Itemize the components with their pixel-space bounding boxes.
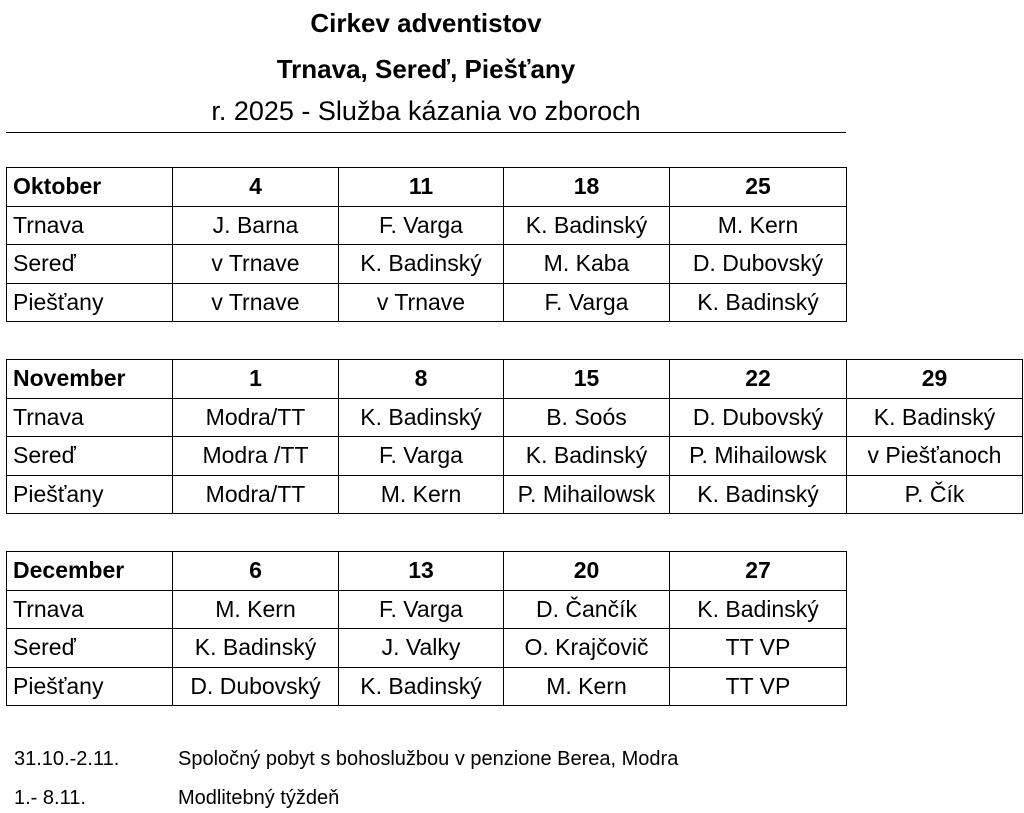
table-row	[7, 283, 847, 322]
preacher-cell: M. Kern	[504, 667, 670, 706]
preacher-cell: K. Badinský	[173, 629, 339, 668]
preacher-cell: P. Čík	[847, 475, 1023, 514]
note-text: Spoločný pobyt s bohoslužbou v penzione Berea, Modra	[178, 748, 679, 770]
preacher-cell: D. Dubovský	[670, 245, 847, 284]
schedule-table-oktober	[6, 167, 847, 322]
table-row	[7, 590, 847, 629]
date-cell: 27	[670, 552, 847, 591]
preacher-cell: J. Valky	[339, 629, 504, 668]
date-cell: 8	[339, 360, 504, 399]
title-divider	[6, 132, 846, 133]
table-header-row	[7, 552, 847, 591]
date-cell: 18	[504, 168, 670, 207]
preacher-cell: F. Varga	[339, 437, 504, 476]
date-cell: 29	[847, 360, 1023, 399]
table-row	[7, 437, 1023, 476]
preacher-cell: M. Kern	[173, 590, 339, 629]
preacher-cell: K. Badinský	[339, 398, 504, 437]
place-label: Piešťany	[7, 283, 173, 322]
preacher-cell: M. Kern	[339, 475, 504, 514]
table-header-row	[7, 168, 847, 207]
document-subtitle-towns: Trnava, Sereď, Piešťany	[276, 54, 576, 84]
table-row	[7, 629, 847, 668]
preacher-cell: v Trnave	[339, 283, 504, 322]
preacher-cell: B. Soós	[504, 398, 670, 437]
date-cell: 6	[173, 552, 339, 591]
preacher-cell: v Trnave	[173, 283, 339, 322]
preacher-cell: P. Mihailowsk	[504, 475, 670, 514]
date-cell: 15	[504, 360, 670, 399]
preacher-cell: K. Badinský	[670, 590, 847, 629]
note-date: 31.10.-2.11.	[14, 748, 120, 770]
month-label: November	[7, 360, 173, 399]
table-row	[7, 667, 847, 706]
date-cell: 20	[504, 552, 670, 591]
preacher-cell: K. Badinský	[670, 475, 847, 514]
table-header-row	[7, 360, 1023, 399]
schedule-table-december	[6, 551, 847, 706]
preacher-cell: O. Krajčovič	[504, 629, 670, 668]
table-row	[7, 475, 1023, 514]
place-label: Piešťany	[7, 667, 173, 706]
preacher-cell: K. Badinský	[339, 667, 504, 706]
preacher-cell: D. Dubovský	[670, 398, 847, 437]
note-date: 1.- 8.11.	[14, 787, 86, 809]
preacher-cell: P. Mihailowsk	[670, 437, 847, 476]
table-row	[7, 206, 847, 245]
date-cell: 4	[173, 168, 339, 207]
preacher-cell: Modra /TT	[173, 437, 339, 476]
preacher-cell: M. Kern	[670, 206, 847, 245]
preacher-cell: M. Kaba	[504, 245, 670, 284]
preacher-cell: K. Badinský	[847, 398, 1023, 437]
place-label: Trnava	[7, 590, 173, 629]
preacher-cell: D. Čančík	[504, 590, 670, 629]
preacher-cell: D. Dubovský	[173, 667, 339, 706]
preacher-cell: v Trnave	[173, 245, 339, 284]
preacher-cell: v Piešťanoch	[847, 437, 1023, 476]
preacher-cell: Modra/TT	[173, 398, 339, 437]
note-text: Modlitebný týždeň	[178, 787, 340, 809]
date-cell: 1	[173, 360, 339, 399]
date-cell: 25	[670, 168, 847, 207]
place-label: Sereď	[7, 245, 173, 284]
preacher-cell: K. Badinský	[504, 437, 670, 476]
preacher-cell: Modra/TT	[173, 475, 339, 514]
date-cell: 13	[339, 552, 504, 591]
preacher-cell: K. Badinský	[504, 206, 670, 245]
month-label: December	[7, 552, 173, 591]
preacher-cell: F. Varga	[339, 590, 504, 629]
document-subtitle-year: r. 2025 - Služba kázania vo zboroch	[211, 96, 641, 126]
preacher-cell: TT VP	[670, 629, 847, 668]
preacher-cell: F. Varga	[504, 283, 670, 322]
place-label: Sereď	[7, 629, 173, 668]
place-label: Sereď	[7, 437, 173, 476]
place-label: Trnava	[7, 206, 173, 245]
preacher-cell: J. Barna	[173, 206, 339, 245]
place-label: Piešťany	[7, 475, 173, 514]
date-cell: 11	[339, 168, 504, 207]
preacher-cell: TT VP	[670, 667, 847, 706]
preacher-cell: K. Badinský	[670, 283, 847, 322]
table-row	[7, 245, 847, 284]
schedule-table-november	[6, 359, 1023, 514]
table-row	[7, 398, 1023, 437]
document-title: Cirkev adventistov	[310, 8, 542, 38]
preacher-cell: K. Badinský	[339, 245, 504, 284]
month-label: Oktober	[7, 168, 173, 207]
preacher-cell: F. Varga	[339, 206, 504, 245]
place-label: Trnava	[7, 398, 173, 437]
date-cell: 22	[670, 360, 847, 399]
